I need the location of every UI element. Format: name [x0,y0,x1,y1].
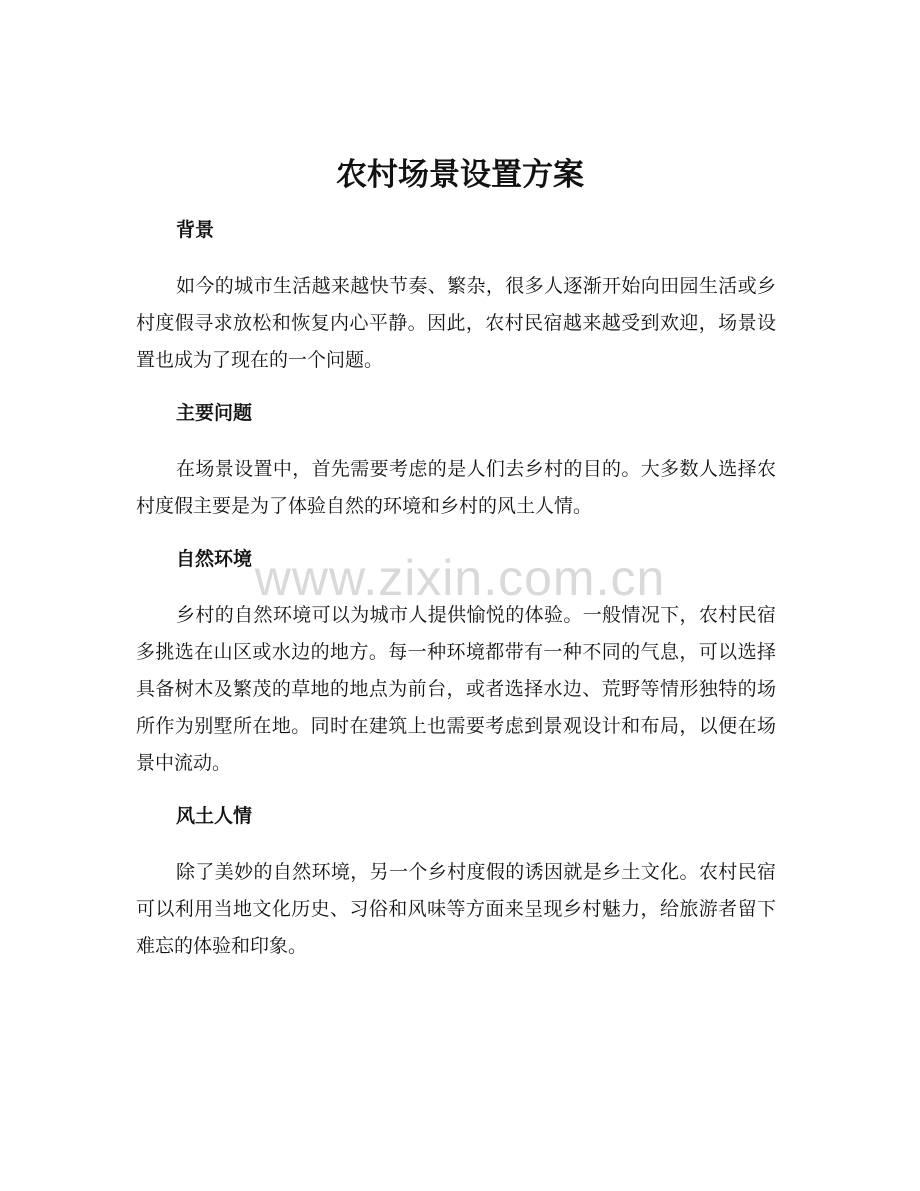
section-paragraph: 如今的城市生活越来越快节奏、繁杂，很多人逐渐开始向田园生活或乡村度假寻求放松和恢复内心平静。因此，农村民宿越来越受到欢迎，场景设置也成为了现在的一个问题。 [136,275,776,371]
section-natural-environment [136,541,776,798]
section-paragraph: 在场景设置中，首先需要考虑的是人们去乡村的目的。大多数人选择农村度假主要是为了体验自然的环境和乡村的风土人情。 [136,458,776,517]
section-heading: 自然环境 [176,548,253,570]
section-background [136,212,776,395]
section-paragraph: 除了美妙的自然环境，另一个乡村度假的诱因就是乡土文化。农村民宿可以利用当地文化历史、习俗和风味等方面来呈现乡村魅力，给旅游者留下难忘的体验和印象。 [136,861,776,957]
document-body [136,212,776,965]
section-heading: 主要问题 [176,402,253,424]
watermark: www.zixin.com.cn [254,550,666,606]
section-paragraph: 乡村的自然环境可以为城市人提供愉悦的体验。一般情况下，农村民宿多挑选在山区或水边的地方。每一种环境都带有一种不同的气息，可以选择具备树木及繁茂的草地的地点为前台，或者选择水边、荒野等情形独特的场所作为别墅所在地。同时在建筑上也需要考虑到景观设计和布局，以便在场景中流动。 [136,604,776,774]
document-title: 农村场景设置方案 [336,157,584,193]
section-local-customs [136,798,776,965]
section-heading: 风土人情 [176,805,253,827]
section-main-issue [136,395,776,541]
section-heading: 背景 [176,219,215,241]
